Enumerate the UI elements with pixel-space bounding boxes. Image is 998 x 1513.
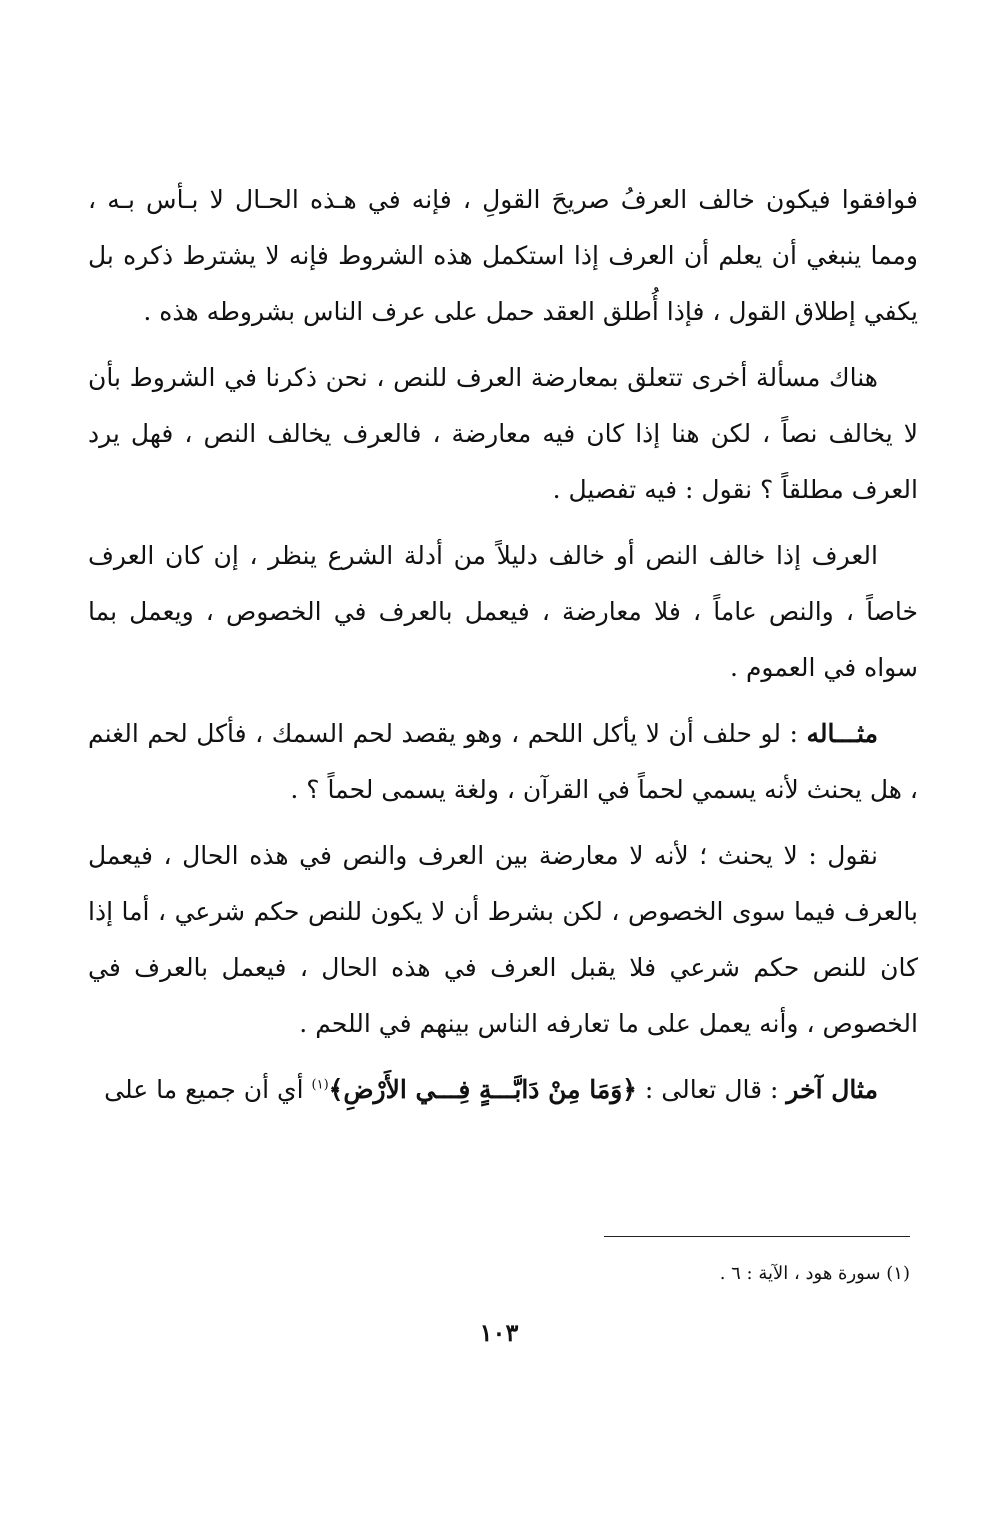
main-text xyxy=(88,172,918,1128)
footnote-divider xyxy=(604,1236,910,1237)
paragraph: فوافقوا فيكون خالف العرفُ صريحَ القولِ ، فإنه في هـذه الحـال لا بـأس بـه ، ومما ينبغي أن يعلم أن العرف إذا استكمل هذه الشروط فإنه لا يشترط ذكره بل يكفي إطلاق القول ، فإذا أُطلق العقد حمل على عرف الناس بشروطه هذه . xyxy=(88,185,918,326)
paragraph: نقول : لا يحنث ؛ لأنه لا معارضة بين العرف والنص في هذه الحال ، فيعمل بالعرف فيما سوى الخصوص ، لكن بشرط أن لا يكون للنص حكم شرعي ، أما إذا كان للنص حكم شرعي فلا يقبل العرف في هذه الحال ، فيعمل بالعرف في الخصوص ، وأنه يعمل على ما تعارفه الناس بينهم في اللحم . xyxy=(88,841,918,1038)
footnote-reference[interactable]: (١) xyxy=(311,1077,329,1093)
paragraph: هناك مسألة أخرى تتعلق بمعارضة العرف للنص ، نحن ذكرنا في الشروط بأن لا يخالف نصاً ، لكن هنا إذا كان فيه معارضة ، فالعرف يخالف النص ، فهل يرد العرف مطلقاً ؟ نقول : فيه تفصيل . xyxy=(88,363,918,504)
paragraph: العرف إذا خالف النص أو خالف دليلاً من أدلة الشرع ينظر ، إن كان العرف خاصاً ، والنص عاماً ، فلا معارضة ، فيعمل بالعرف في الخصوص ، ويعمل بما سواه في العموم . xyxy=(88,541,918,682)
page-number: ١٠٣ xyxy=(479,1318,519,1347)
footnote: (١) سورة هود ، الآية : ٦ . xyxy=(719,1263,910,1284)
example-continuation: أي أن جميع ما على xyxy=(104,1075,312,1104)
paragraph-example xyxy=(88,706,918,818)
quran-verse: ﴿وَمَا مِنْ دَابَّـــةٍ فِـــي الأَرْضِ﴾ xyxy=(328,1075,637,1104)
paragraph-example-2 xyxy=(88,1062,918,1118)
example-label: مثـــاله xyxy=(806,719,878,748)
example-intro: : قال تعالى : xyxy=(636,1075,787,1104)
example-text: : لو حلف أن لا يأكل اللحم ، وهو يقصد لحم السمك ، فأكل لحم الغنم ، هل يحنث لأنه يسمي لحماً في القرآن ، ولغة يسمى لحماً ؟ . xyxy=(88,719,918,804)
example-label: مثال آخر xyxy=(786,1075,878,1104)
